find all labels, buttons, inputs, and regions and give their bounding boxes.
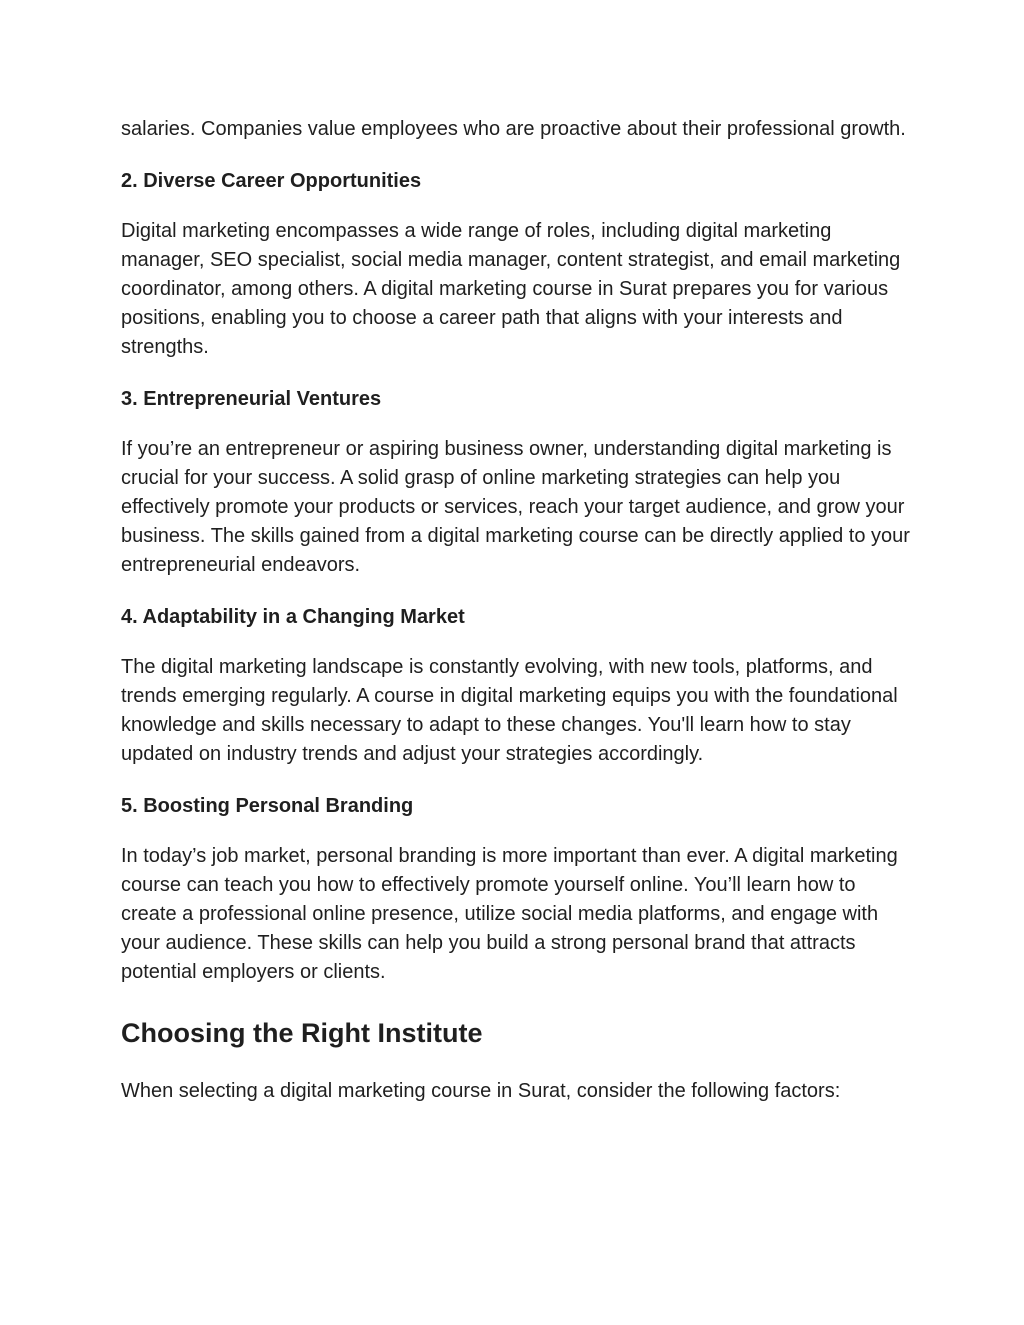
section-title-personal-branding: 5. Boosting Personal Branding [121, 795, 414, 817]
section-body-career-opportunities: Digital marketing encompasses a wide range of roles, including digital marketing manager, SEO specialist, social media manager, content strategist, and email marketing coordinator, among others. A digital marketing course in Surat prepares you for various positions, enabling you to choose a career path that aligns with your interests and strengths. [121, 220, 901, 358]
section-title-career-opportunities: 2. Diverse Career Opportunities [121, 170, 422, 192]
heading-choosing-right-institute: Choosing the Right Institute [121, 1018, 483, 1048]
closing-paragraph: When selecting a digital marketing course in Surat, consider the following factors: [121, 1080, 841, 1102]
section-title-entrepreneurial-ventures: 3. Entrepreneurial Ventures [121, 388, 382, 410]
document-page [121, 115, 911, 1106]
section-body-personal-branding: In today’s job market, personal branding is more important than ever. A digital marketing course can teach you how to effectively promote yourself online. You’ll learn how to create a professional online presence, utilize social media platforms, and engage with your audience. These skills can help you build a strong personal brand that attracts potential employers or clients. [121, 845, 898, 983]
section-body-adaptability: The digital marketing landscape is constantly evolving, with new tools, platforms, and trends emerging regularly. A course in digital marketing equips you with the foundational knowledge and skills necessary to adapt to these changes. You'll learn how to stay updated on industry trends and adjust your strategies accordingly. [121, 656, 898, 765]
intro-paragraph: salaries. Companies value employees who are proactive about their professional growth. [121, 118, 906, 140]
section-body-entrepreneurial-ventures: If you’re an entrepreneur or aspiring business owner, understanding digital marketing is crucial for your success. A solid grasp of online marketing strategies can help you effectively promote your products or services, reach your target audience, and grow your business. The skills gained from a digital marketing course can be directly applied to your entrepreneurial endeavors. [121, 438, 910, 576]
section-title-adaptability: 4. Adaptability in a Changing Market [121, 606, 465, 628]
